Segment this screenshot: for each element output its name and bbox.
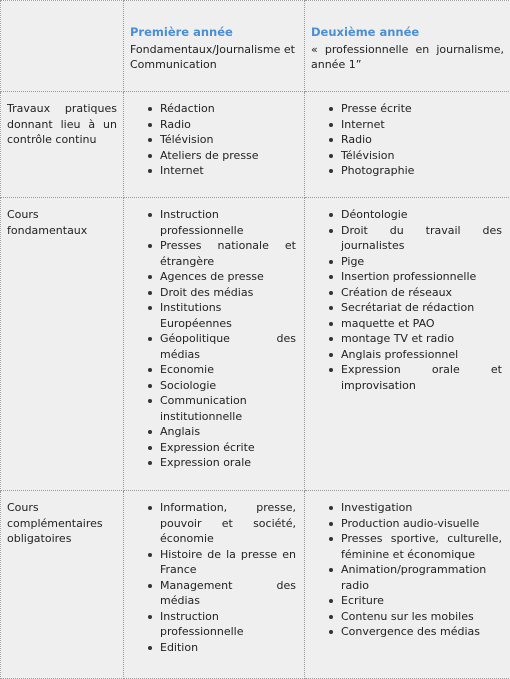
year1-list [124, 491, 304, 655]
list-item: Agences de presse [160, 269, 296, 285]
year2-list [305, 92, 510, 179]
year1-cell [124, 92, 305, 198]
header-year1-cell [124, 1, 305, 92]
list-item: Contenu sur les mobiles [341, 609, 502, 625]
year2-subtitle: « professionnelle en journalisme, année 1” [311, 42, 504, 72]
list-item: Anglais professionnel [341, 347, 502, 363]
row-label-cell [1, 491, 124, 679]
list-item: Ecriture [341, 593, 502, 609]
year1-subtitle: Fondamentaux/Journalisme et Communication [130, 42, 298, 72]
row-label: Cours fondamentaux [1, 198, 123, 238]
table-row [1, 92, 510, 198]
list-item: Convergence des médias [341, 624, 502, 640]
year2-cell [305, 491, 510, 679]
list-item: Internet [341, 117, 502, 133]
list-item: Radio [341, 132, 502, 148]
list-item: Télévision [341, 148, 502, 164]
list-item: Photographie [341, 163, 502, 179]
list-item: Economie [160, 362, 296, 378]
table-row [1, 198, 510, 491]
header-empty-cell [1, 1, 124, 92]
year2-list [305, 491, 510, 640]
year1-cell [124, 198, 305, 491]
list-item: Investigation [341, 500, 502, 516]
list-item: Télévision [160, 132, 296, 148]
year1-title: Première année [130, 25, 298, 40]
row-label: Travaux pratiques donnant lieu à un contrôle continu [1, 92, 123, 148]
list-item: Presses nationale et étrangère [160, 238, 296, 269]
list-item: Insertion professionnelle [341, 269, 502, 285]
list-item: Expression orale [160, 455, 296, 471]
list-item: Droit du travail des journalistes [341, 223, 502, 254]
list-item: Instruction professionnelle [160, 609, 296, 640]
year1-list [124, 92, 304, 179]
list-item: Information, presse, pouvoir et société, économie [160, 500, 296, 547]
list-item: Instruction professionnelle [160, 207, 296, 238]
list-item: maquette et PAO [341, 316, 502, 332]
list-item: montage TV et radio [341, 331, 502, 347]
list-item: Radio [160, 117, 296, 133]
list-item: Pige [341, 254, 502, 270]
list-item: Anglais [160, 424, 296, 440]
list-item: Rédaction [160, 101, 296, 117]
list-item: Géopolitique des médias [160, 331, 296, 362]
list-item: Edition [160, 640, 296, 656]
list-item: Histoire de la presse en France [160, 547, 296, 578]
table-row [1, 491, 510, 679]
list-item: Animation/programmation radio [341, 562, 502, 593]
list-item: Ateliers de presse [160, 148, 296, 164]
list-item: Déontologie [341, 207, 502, 223]
row-label-cell [1, 92, 124, 198]
list-item: Institutions Européennes [160, 300, 296, 331]
list-item: Production audio-visuelle [341, 516, 502, 532]
year2-list [305, 198, 510, 393]
list-item: Internet [160, 163, 296, 179]
year2-title: Deuxième année [311, 25, 504, 40]
list-item: Communication institutionnelle [160, 393, 296, 424]
list-item: Expression écrite [160, 440, 296, 456]
header-year2-cell [305, 1, 510, 92]
year1-list [124, 198, 304, 471]
list-item: Sociologie [160, 378, 296, 394]
list-item: Management des médias [160, 578, 296, 609]
year1-cell [124, 491, 305, 679]
year2-cell [305, 198, 510, 491]
list-item: Expression orale et improvisation [341, 362, 502, 393]
list-item: Secrétariat de rédaction [341, 300, 502, 316]
list-item: Droit des médias [160, 285, 296, 301]
year2-cell [305, 92, 510, 198]
row-label-cell [1, 198, 124, 491]
list-item: Presse écrite [341, 101, 502, 117]
list-item: Création de réseaux [341, 285, 502, 301]
row-label: Cours complémentaires obligatoires [1, 491, 123, 547]
header-row [1, 1, 510, 92]
list-item: Presses sportive, culturelle, féminine et économique [341, 531, 502, 562]
